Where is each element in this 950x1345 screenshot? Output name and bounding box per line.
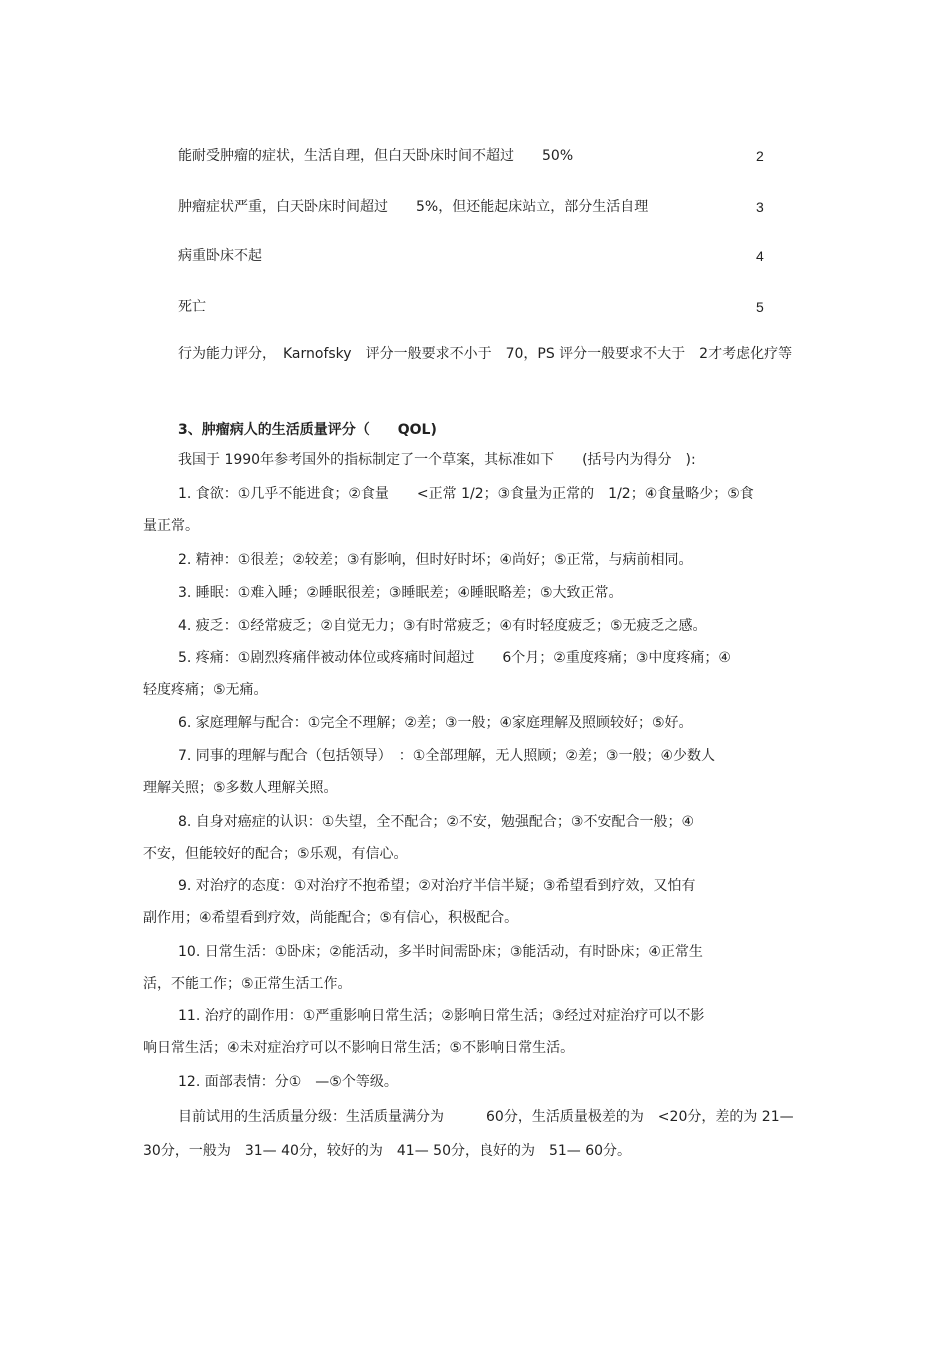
performance-note: 行为能力评分， Karnofsky 评分一般要求不小于 70，PS 评分一般要求不大于 2才考虑化疗等 [178,346,793,362]
qol-item-continuation: 响日常生活；④未对症治疗可以不影响日常生活；⑤不影响日常生活。 [143,1040,575,1056]
ps-scale-score: 4 [756,248,764,264]
ps-scale-row [178,145,778,167]
qol-item-line: 6. 家庭理解与配合：①完全不理解；②差；③一般；④家庭理解及照顾较好；⑤好。 [178,715,693,731]
qol-item-line: 1. 食欲：①几乎不能进食；②食量 <正常 1/2；③食量为正常的 1/2；④食量略少；⑤食 [178,486,754,502]
qol-item-line: 4. 疲乏：①经常疲乏；②自觉无力；③有时常疲乏；④有时轻度疲乏；⑤无疲乏之感。 [178,618,707,634]
qol-item [143,936,798,1000]
qol-item [143,806,798,870]
qol-item [143,544,798,576]
ps-scale-row [178,196,778,218]
qol-item-continuation: 活，不能工作；⑤正常生活工作。 [143,976,352,992]
qol-item [143,870,798,934]
ps-scale-score: 3 [756,199,764,215]
ps-scale-score: 2 [756,148,764,164]
qol-intro: 我国于 1990年参考国外的指标制定了一个草案，其标准如下 (括号内为得分 ): [178,452,696,468]
ps-scale-desc: 肿瘤症状严重，白天卧床时间超过 5%，但还能起床站立，部分生活自理 [178,199,649,215]
qol-item-line: 12. 面部表情：分① —⑤个等级。 [178,1074,398,1090]
qol-item-line: 5. 疼痛：①剧烈疼痛伴被动体位或疼痛时间超过 6个月；②重度疼痛；③中度疼痛；④ [178,650,731,666]
qol-item [143,610,798,642]
qol-item [143,707,798,739]
ps-scale-row [178,245,778,267]
ps-scale-desc: 病重卧床不起 [178,248,262,264]
ps-scale-desc: 死亡 [178,299,206,315]
ps-scale-score: 5 [756,299,764,315]
ps-scale-row [178,296,778,318]
qol-item [143,577,798,609]
qol-item-continuation: 理解关照；⑤多数人理解关照。 [143,780,338,796]
ps-scale-desc: 能耐受肿瘤的症状，生活自理，但白天卧床时间不超过 50% [178,148,574,164]
qol-item-line: 11. 治疗的副作用：①严重影响日常生活；②影响日常生活；③经过对症治疗可以不影 [178,1008,705,1024]
qol-item [143,642,798,706]
qol-item-line: 8. 自身对癌症的认识：①失望，全不配合；②不安，勉强配合；③不安配合一般；④ [178,814,695,830]
qol-item [143,478,798,542]
qol-item [143,740,798,804]
qol-item-line: 10. 日常生活：①卧床；②能活动，多半时间需卧床；③能活动，有时卧床；④正常生 [178,944,703,960]
qol-heading: 3、肿瘤病人的生活质量评分（ QOL) [178,422,437,438]
qol-item-line: 3. 睡眠：①难入睡；②睡眠很差；③睡眠差；④睡眠略差；⑤大致正常。 [178,585,623,601]
qol-item-continuation: 量正常。 [143,518,199,534]
qol-item [143,1066,798,1098]
qol-item-continuation: 轻度疼痛；⑤无痛。 [143,682,268,698]
qol-item [143,1000,798,1064]
qol-item-line: 9. 对治疗的态度：①对治疗不抱希望；②对治疗半信半疑；③希望看到疗效，又怕有 [178,878,696,894]
qol-item-line: 2. 精神：①很差；②较差；③有影响，但时好时坏；④尚好；⑤正常，与病前相同。 [178,552,693,568]
qol-item-line: 7. 同事的理解与配合（包括领导） ：①全部理解，无人照顾；②差；③一般；④少数人 [178,748,716,764]
qol-item-continuation: 副作用；④希望看到疗效，尚能配合；⑤有信心，积极配合。 [143,910,519,926]
qol-item-continuation: 不安，但能较好的配合；⑤乐观，有信心。 [143,846,408,862]
qol-grading: 目前试用的生活质量分级：生活质量满分为 60分，生活质量极差的为 <20分，差的为 21— 30分，一般为 31— 40分，较好的为 41— 50分，良好的为 51— 60分。 [143,1109,794,1159]
